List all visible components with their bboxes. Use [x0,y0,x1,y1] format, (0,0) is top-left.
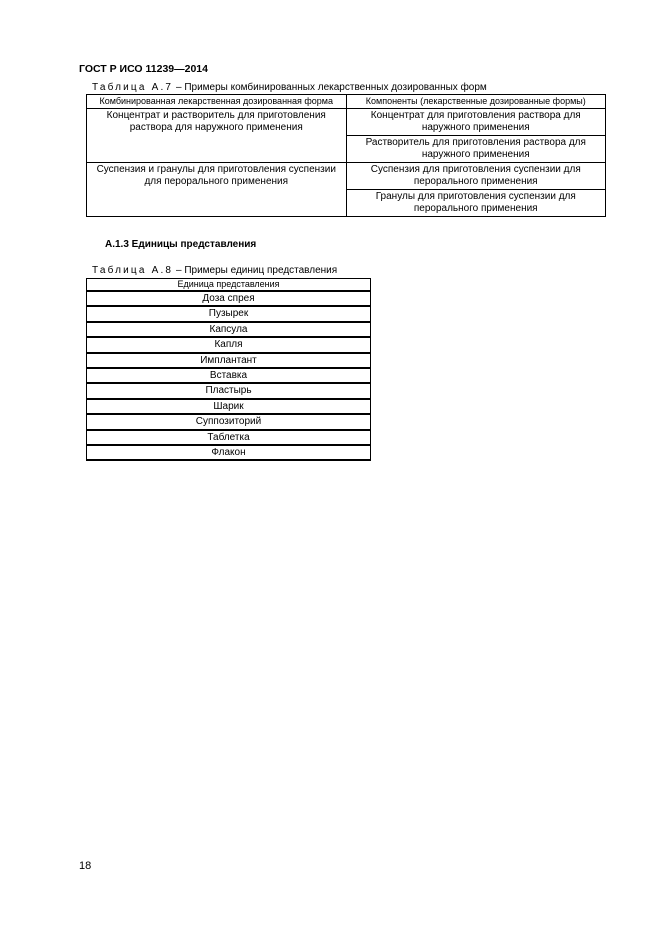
table-a8-caption-text: – Примеры единиц представления [173,265,338,276]
table-a8-row: Доза спрея [87,291,371,306]
table-a8 [86,278,371,461]
table-a8-row: Шарик [87,399,371,414]
document-header: ГОСТ Р ИСО 11239—2014 [79,63,208,75]
table-a8-caption [92,265,337,276]
table-a8-header: Единица представления [87,279,371,292]
table-a7-component-cell: Концентрат для приготовления раствора для наружного применения [346,109,606,136]
table-a8-row: Имплантант [87,353,371,368]
table-a8-caption-label: Таблица А.8 [92,265,174,276]
table-a8-row: Вставка [87,368,371,383]
table-a7-caption [92,82,487,93]
table-a8-row: Таблетка [87,430,371,445]
table-a7-form-cell: Концентрат и растворитель для приготовления раствора для наружного применения [87,109,347,163]
table-a7-component-cell: Растворитель для приготовления раствора для наружного применения [346,136,606,163]
table-a7-component-cell: Гранулы для приготовления суспензии для перорального применения [346,190,606,217]
table-a7 [86,94,606,217]
table-a7-caption-text: – Примеры комбинированных лекарственных дозированных форм [173,82,487,93]
table-a8-row: Пузырек [87,306,371,321]
table-a7-form-cell: Суспензия и гранулы для приготовления суспензии для перорального применения [87,163,347,217]
table-a8-row: Капсула [87,322,371,337]
section-heading: А.1.3 Единицы представления [105,239,257,250]
table-a8-row: Суппозиторий [87,414,371,429]
table-a8-row: Капля [87,337,371,352]
table-a7-component-cell: Суспензия для приготовления суспензии для перорального применения [346,163,606,190]
page-number: 18 [79,860,92,872]
table-a8-row: Флакон [87,445,371,460]
table-a7-header-form: Комбинированная лекарственная дозированная форма [87,95,347,109]
table-a7-header-components: Компоненты (лекарственные дозированные формы) [346,95,606,109]
table-a7-caption-label: Таблица А.7 [92,82,174,93]
table-a8-row: Пластырь [87,383,371,398]
